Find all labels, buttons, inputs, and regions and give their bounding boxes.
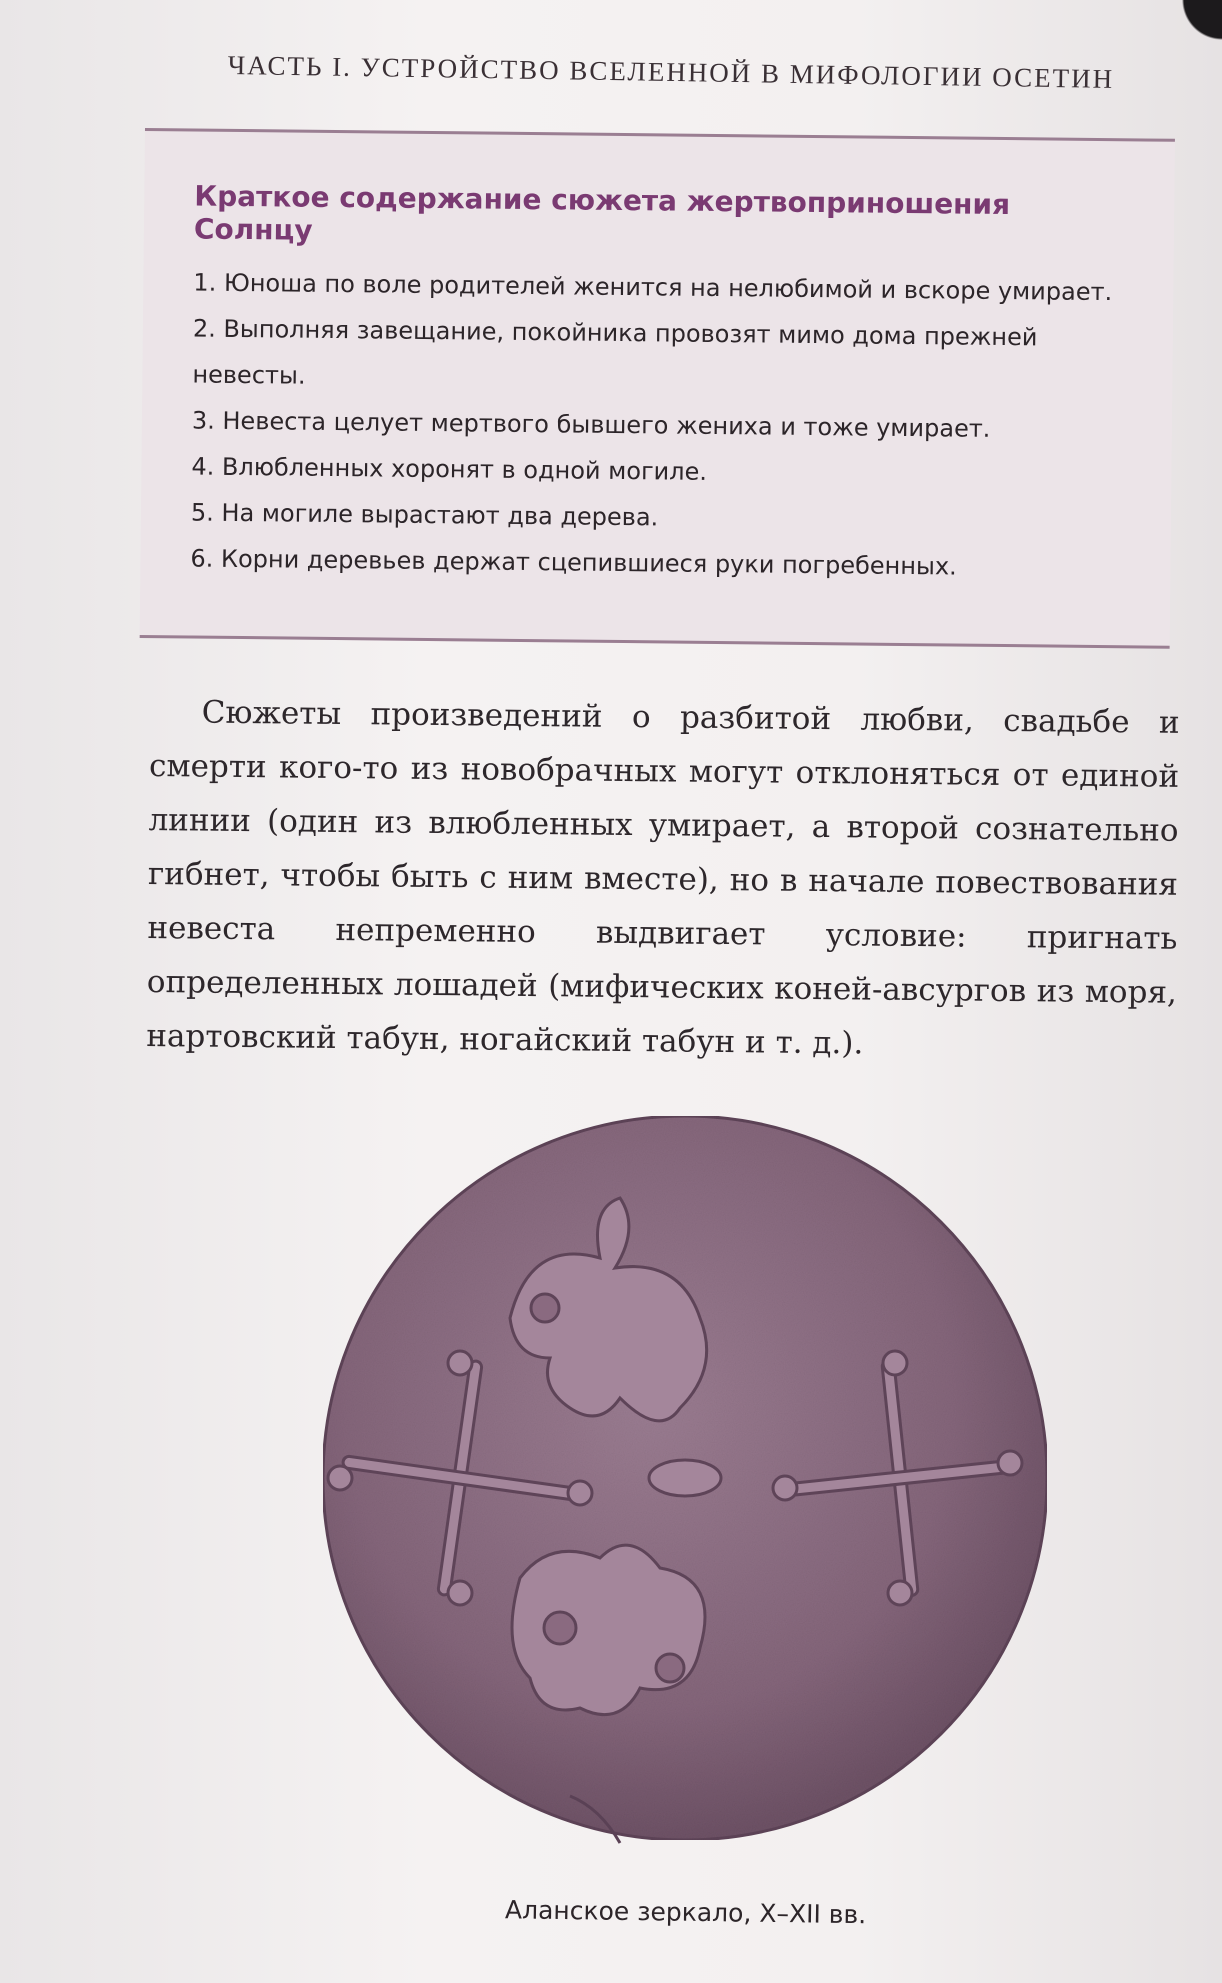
- summary-title: Краткое содержание сюжета жертвоприношения Солнцу: [193, 179, 1011, 247]
- summary-item: 1. Юноша по воле родителей женится на нелюбимой и вскоре умирает.: [193, 268, 1113, 307]
- alan-mirror-figure: [300, 1108, 1060, 1853]
- summary-item: 6. Корни деревьев держат сцепившиеся руки погребенных.: [190, 544, 957, 581]
- running-head: ЧАСТЬ I. УСТРОЙСТВО ВСЕЛЕННОЙ В МИФОЛОГИИ ОСЕТИН: [227, 50, 1115, 94]
- summary-list: [190, 260, 1133, 592]
- summary-box: [140, 128, 1175, 649]
- summary-item: 2. Выполняя завещание, покойника провозят мимо дома прежней невесты.: [192, 314, 1038, 390]
- summary-item: 4. Влюбленных хоронят в одной могиле.: [191, 452, 708, 486]
- body-paragraph: Сюжеты произведений о разбитой любви, свадьбе и смерти кого-то из новобрачных могут отклоняться от единой линии (один из влюбленных умирает, а второй сознательно гибнет, чтобы быть с ним вместе), но в начале повествования невеста непременно выдвигает условие: пригнать определенных лошадей (мифических коней-авсургов из моря, нартовский табун, ногайский табун и т. д.).: [146, 694, 1180, 1062]
- summary-item: 5. На могиле вырастают два дерева.: [190, 498, 659, 532]
- alan-mirror-photo-icon: [300, 1108, 1060, 1853]
- summary-item: 3. Невеста целует мертвого бывшего жениха и тоже умирает.: [191, 406, 991, 443]
- page-corner-shadow: [1132, 0, 1222, 60]
- figure-caption: Аланское зеркало, X–XII вв.: [504, 1895, 867, 1930]
